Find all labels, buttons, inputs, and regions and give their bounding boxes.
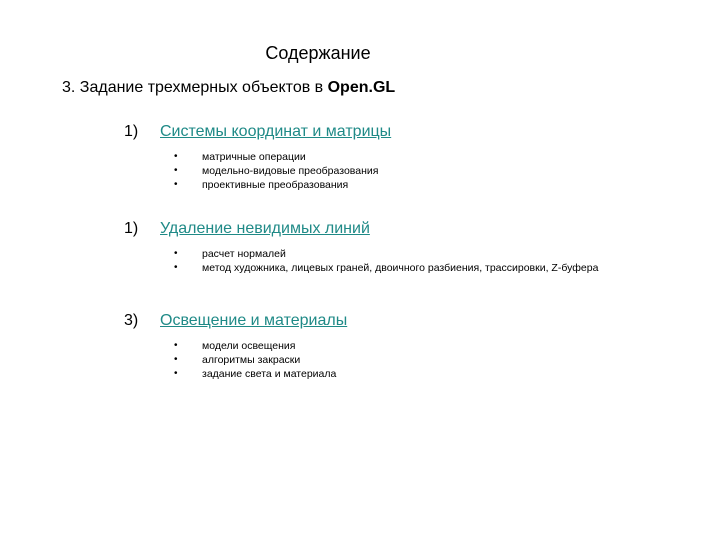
link-lighting-materials[interactable]: Освещение и материалы: [160, 312, 348, 329]
toc-section-header: [124, 219, 684, 239]
list-item-text: модели освещения: [202, 340, 296, 352]
list-item: [124, 353, 684, 367]
bullet-icon: •: [174, 179, 178, 190]
list-item: [124, 178, 684, 192]
link-coordinate-systems[interactable]: Системы координат и матрицы: [160, 123, 392, 140]
bullet-icon: •: [174, 165, 178, 176]
list-item-text: проективные преобразования: [202, 179, 349, 191]
toc-section-coordinate-systems: [124, 122, 684, 192]
toc-section-hidden-lines: [124, 219, 684, 275]
section-heading-bold: Open.GL: [327, 79, 396, 96]
section-heading: [62, 78, 395, 98]
section-number: 1): [124, 220, 139, 237]
list-item-text: модельно-видовые преобразования: [202, 165, 379, 177]
section-number: 1): [124, 123, 139, 140]
bullet-icon: •: [174, 262, 178, 273]
section-heading-text: 3. Задание трехмерных объектов в: [62, 79, 328, 96]
bullet-list: [124, 339, 684, 381]
bullet-icon: •: [174, 248, 178, 259]
list-item-text: расчет нормалей: [202, 248, 286, 260]
bullet-list: [124, 150, 684, 192]
toc-section-lighting-materials: [124, 311, 684, 381]
bullet-icon: •: [174, 368, 178, 379]
toc-section-header: [124, 122, 684, 142]
list-item-text: задание света и материала: [202, 368, 337, 380]
list-item: [124, 150, 684, 164]
list-item: [124, 164, 684, 178]
list-item-text: алгоритмы закраски: [202, 354, 301, 366]
list-item-text: метод художника, лицевых граней, двоичного разбиения, трассировки, Z-буфера: [202, 262, 599, 274]
link-hidden-lines[interactable]: Удаление невидимых линий: [160, 220, 370, 237]
list-item: [124, 339, 684, 353]
list-item-text: матричные операции: [202, 151, 306, 163]
bullet-list: [124, 247, 684, 275]
list-item: [124, 247, 684, 261]
list-item: [124, 367, 684, 381]
bullet-icon: •: [174, 151, 178, 162]
bullet-icon: •: [174, 354, 178, 365]
bullet-icon: •: [174, 340, 178, 351]
list-item: [124, 261, 684, 275]
page-title: Содержание: [265, 43, 371, 63]
section-number: 3): [124, 312, 139, 329]
toc-section-header: [124, 311, 684, 331]
